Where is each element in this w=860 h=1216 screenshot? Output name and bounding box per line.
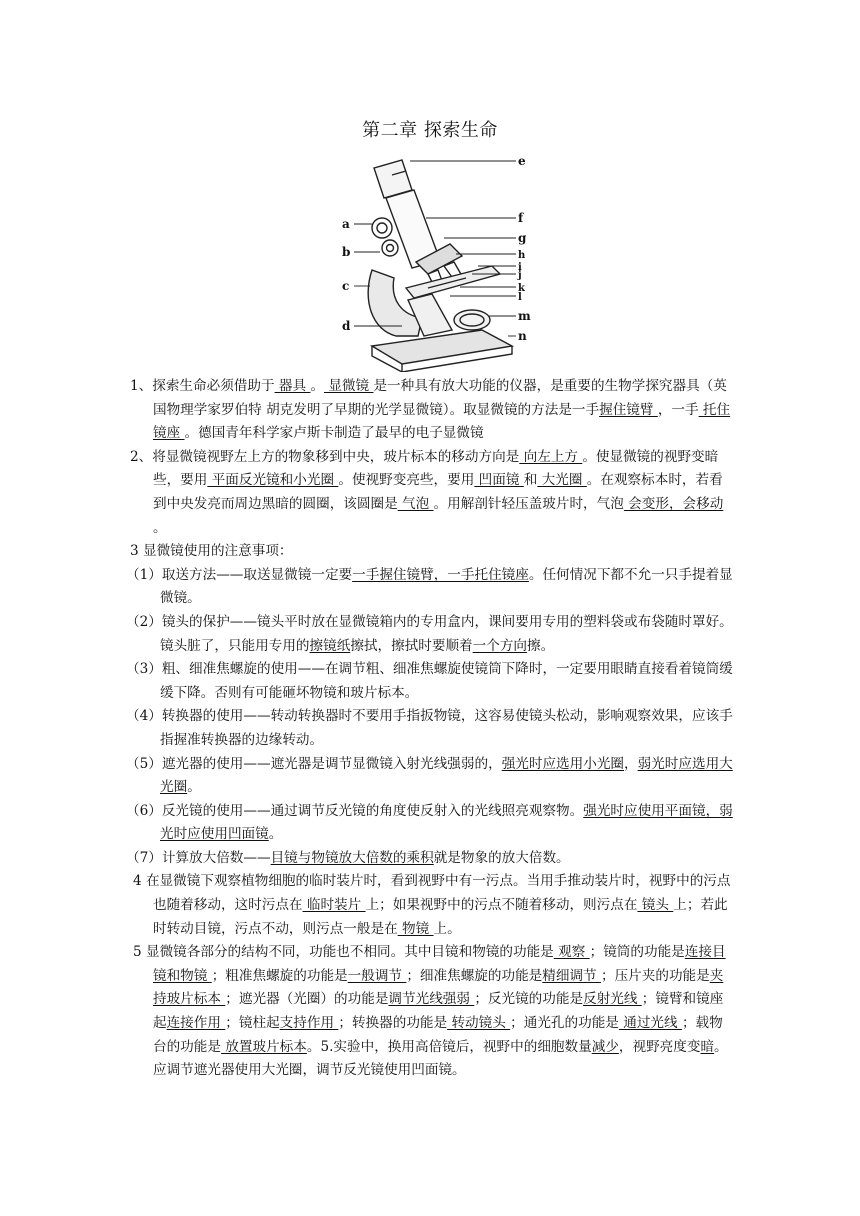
- text-run: 。5.实验中，换用高倍镜后，视野中的细胞数量: [306, 1038, 592, 1055]
- answer-blank: 调节光线强弱: [388, 991, 475, 1008]
- label-i: i: [518, 262, 522, 273]
- text-run: 1、探索生命必须借助于: [130, 378, 275, 394]
- label-k: k: [518, 283, 525, 294]
- text-run: 擦。: [527, 637, 555, 654]
- text-run: 和: [523, 472, 538, 489]
- text-run: ；通光孔的功能是: [510, 1015, 619, 1032]
- text-run: 。应调节遮光器使用大光圈，调节反光镜使用凹面镜。: [153, 1038, 728, 1079]
- label-l: l: [518, 292, 522, 303]
- label-n: n: [518, 329, 527, 343]
- answer-blank: 一手握住镜臂，一手托住镜座: [352, 566, 529, 583]
- text-run: ；载物台的功能是: [153, 1015, 723, 1055]
- answer-blank: 临时装片: [302, 897, 366, 914]
- answer-blank: 物镜: [397, 920, 434, 937]
- item-3-5: [126, 753, 734, 800]
- text-run: 2、将显微镜视野左上方的物象移到中央，玻片标本的移动方向是: [130, 448, 520, 465]
- text-run: （1）取送方法——取送显微镜一定要: [126, 566, 353, 583]
- text-run: 上；若此时转动目镜，污点不动，则污点一般是在: [153, 897, 728, 937]
- answer-blank: 夹持玻片标本: [153, 967, 724, 1008]
- text-run: （4）转换器的使用——转动转换器时不要用手指扳物镜，这容易使镜头松动，影响观察效果，应该手指握准转换器的边缘转动。: [126, 708, 733, 748]
- answer-blank: 一个方向: [472, 637, 528, 654]
- answer-blank: 反射光线: [583, 991, 642, 1008]
- text-run: 上；如果视野中的污点不随着移动，则污点在: [365, 897, 638, 914]
- microscope-illustration: [332, 150, 532, 372]
- text-run: 4 在显微镜下观察植物细胞的临时装片时，看到视野中有一污点。当用手推动装片时，视野中的污点也随着移动，这时污点在: [133, 873, 731, 914]
- text-run: （6）反光镜的使用——通过调节反光镜的角度使反射入的光线照亮观察物。: [126, 802, 584, 819]
- label-j: j: [518, 270, 522, 281]
- label-d: d: [342, 319, 351, 333]
- text-run: （2）镜头的保护——镜头平时放在显微镜箱内的专用盒内，课间要用专用的塑料袋或布袋随时罩好。镜头脏了，只能用专用的: [126, 613, 733, 654]
- answer-blank: 向左上方: [519, 448, 583, 465]
- answer-blank: 凹面镜: [474, 472, 524, 489]
- answer-blank: 大光圈: [537, 472, 587, 489]
- text-run: ；转换器的功能是: [338, 1015, 448, 1032]
- answer-blank: 通过光线: [618, 1015, 682, 1032]
- text-run: （5）遮光器的使用——遮光器是调节显微镜入射光线强弱的，: [126, 755, 502, 772]
- text-run: 。: [187, 779, 201, 796]
- label-c: c: [342, 279, 350, 293]
- item-2: [130, 446, 734, 540]
- label-e: e: [518, 154, 526, 168]
- text-run: ；粗准焦螺旋的功能是: [211, 967, 348, 984]
- text-run: 。使视野变亮些，要用: [338, 472, 475, 489]
- text-run: ；镜臂和镜座起: [153, 991, 724, 1032]
- answer-blank: 目镜与物镜放大倍数的乘积: [270, 849, 434, 866]
- answer-blank: 支持作用: [279, 1015, 339, 1032]
- text-run: ，视野亮度变: [618, 1038, 701, 1055]
- item-4: [130, 870, 734, 941]
- answer-blank: 托住镜座: [153, 401, 731, 442]
- text-run: 上。: [433, 920, 461, 937]
- answer-blank: 镜头: [637, 897, 674, 914]
- text-run: ，一手: [657, 401, 699, 418]
- item-3-1: [126, 564, 734, 611]
- item-5: [130, 941, 734, 1083]
- text-run: ；遮光器（光圈）的功能是: [225, 991, 389, 1008]
- text-run: 就是物象的放大倍数。: [433, 849, 570, 866]
- answer-blank: 握住镜臂: [599, 401, 658, 418]
- item-3-2: [126, 611, 734, 658]
- label-g: g: [518, 231, 527, 245]
- answer-blank: 连接作用: [166, 1015, 226, 1032]
- answer-blank: 强光时应使用平面镜，弱光时应使用凹面镜: [160, 802, 733, 843]
- answer-blank: 精细调节: [542, 967, 601, 984]
- text-run: 。任何情况下都不允一只手提着显微镜。: [160, 566, 733, 607]
- answer-blank: 暗: [700, 1038, 715, 1055]
- text-run: 擦拭，擦拭时要顺着: [350, 637, 473, 654]
- text-run: ；压片夹的功能是: [600, 967, 710, 984]
- body-text: [126, 375, 734, 1083]
- answer-blank: 会变形，会移动: [623, 495, 724, 512]
- label-b: b: [342, 245, 351, 259]
- answer-blank: 气泡: [397, 495, 434, 512]
- answer-blank: 转动镜头: [447, 1015, 511, 1032]
- answer-blank: 器具: [274, 378, 311, 394]
- text-run: ；镜柱起: [225, 1015, 280, 1032]
- text-run: 。: [310, 378, 325, 394]
- answer-blank: 减少: [591, 1038, 619, 1055]
- label-m: m: [518, 309, 531, 323]
- item-3-4: [126, 705, 734, 752]
- answer-blank: 擦镜纸: [309, 637, 351, 654]
- label-h: h: [518, 250, 526, 261]
- text-run: 3 显微镜使用的注意事项：: [130, 543, 293, 560]
- answer-blank: 显微镜: [324, 378, 374, 394]
- text-run: 。: [153, 519, 167, 536]
- text-run: 是一种具有放大功能的仪器，: [373, 378, 551, 394]
- text-run: 5 显微镜各部分的结构不同，功能也不相同。其中目镜和物镜的功能是: [133, 944, 554, 961]
- answer-blank: 连接目镜和物镜: [153, 944, 726, 984]
- text-run: 。用解剖针轻压盖玻片时，气泡: [433, 495, 624, 512]
- text-run: ；细准焦螺旋的功能是: [406, 967, 543, 984]
- text-run: 。: [268, 826, 283, 843]
- text-run: 。在观察标本时，若看到中央发亮而周边黑暗的圆圈，该圆圈是: [153, 472, 723, 512]
- answer-blank: 平面反光镜和小光圈: [207, 472, 339, 489]
- label-a: a: [342, 217, 350, 231]
- item-3-7: [126, 847, 734, 871]
- item-3: [130, 540, 734, 564]
- answer-blank: 弱光时应选用大光圈: [160, 755, 733, 796]
- text-run: 。德国青年科学家卢斯卡制造了最早的电子显微镜: [184, 425, 484, 442]
- item-3-3: [126, 658, 734, 705]
- text-run: （3）粗、细准焦螺旋的使用——在调节粗、细准焦螺旋使镜筒下降时，一定要用眼睛直接看着镜筒缓缓下降。否则有可能砸坏物镜和玻片标本。: [126, 661, 733, 701]
- text-run: ，: [624, 755, 638, 772]
- text-run: 是重要的生物学探究器具（英国物理学家罗伯特 胡克发明了早期的光学显微镜）。取显微镜的方法是一手: [153, 378, 727, 418]
- answer-blank: 观察: [553, 944, 590, 961]
- answer-blank: 一般调节: [347, 967, 407, 984]
- microscope-diagram: [332, 150, 532, 372]
- answer-blank: 强光时应选用小光圈: [501, 755, 625, 772]
- text-run: （7）计算放大倍数——: [126, 849, 271, 866]
- text-run: ；反光镜的功能是: [474, 991, 584, 1008]
- item-1: [130, 375, 734, 446]
- text-run: 。使显微镜的视野变暗些，要用: [153, 448, 719, 489]
- text-run: ；镜筒的功能是: [589, 944, 685, 961]
- page-title: 第二章 探索生命: [362, 120, 498, 141]
- item-3-6: [126, 800, 734, 847]
- label-f: f: [518, 211, 524, 225]
- answer-blank: 放置玻片标本: [220, 1038, 307, 1055]
